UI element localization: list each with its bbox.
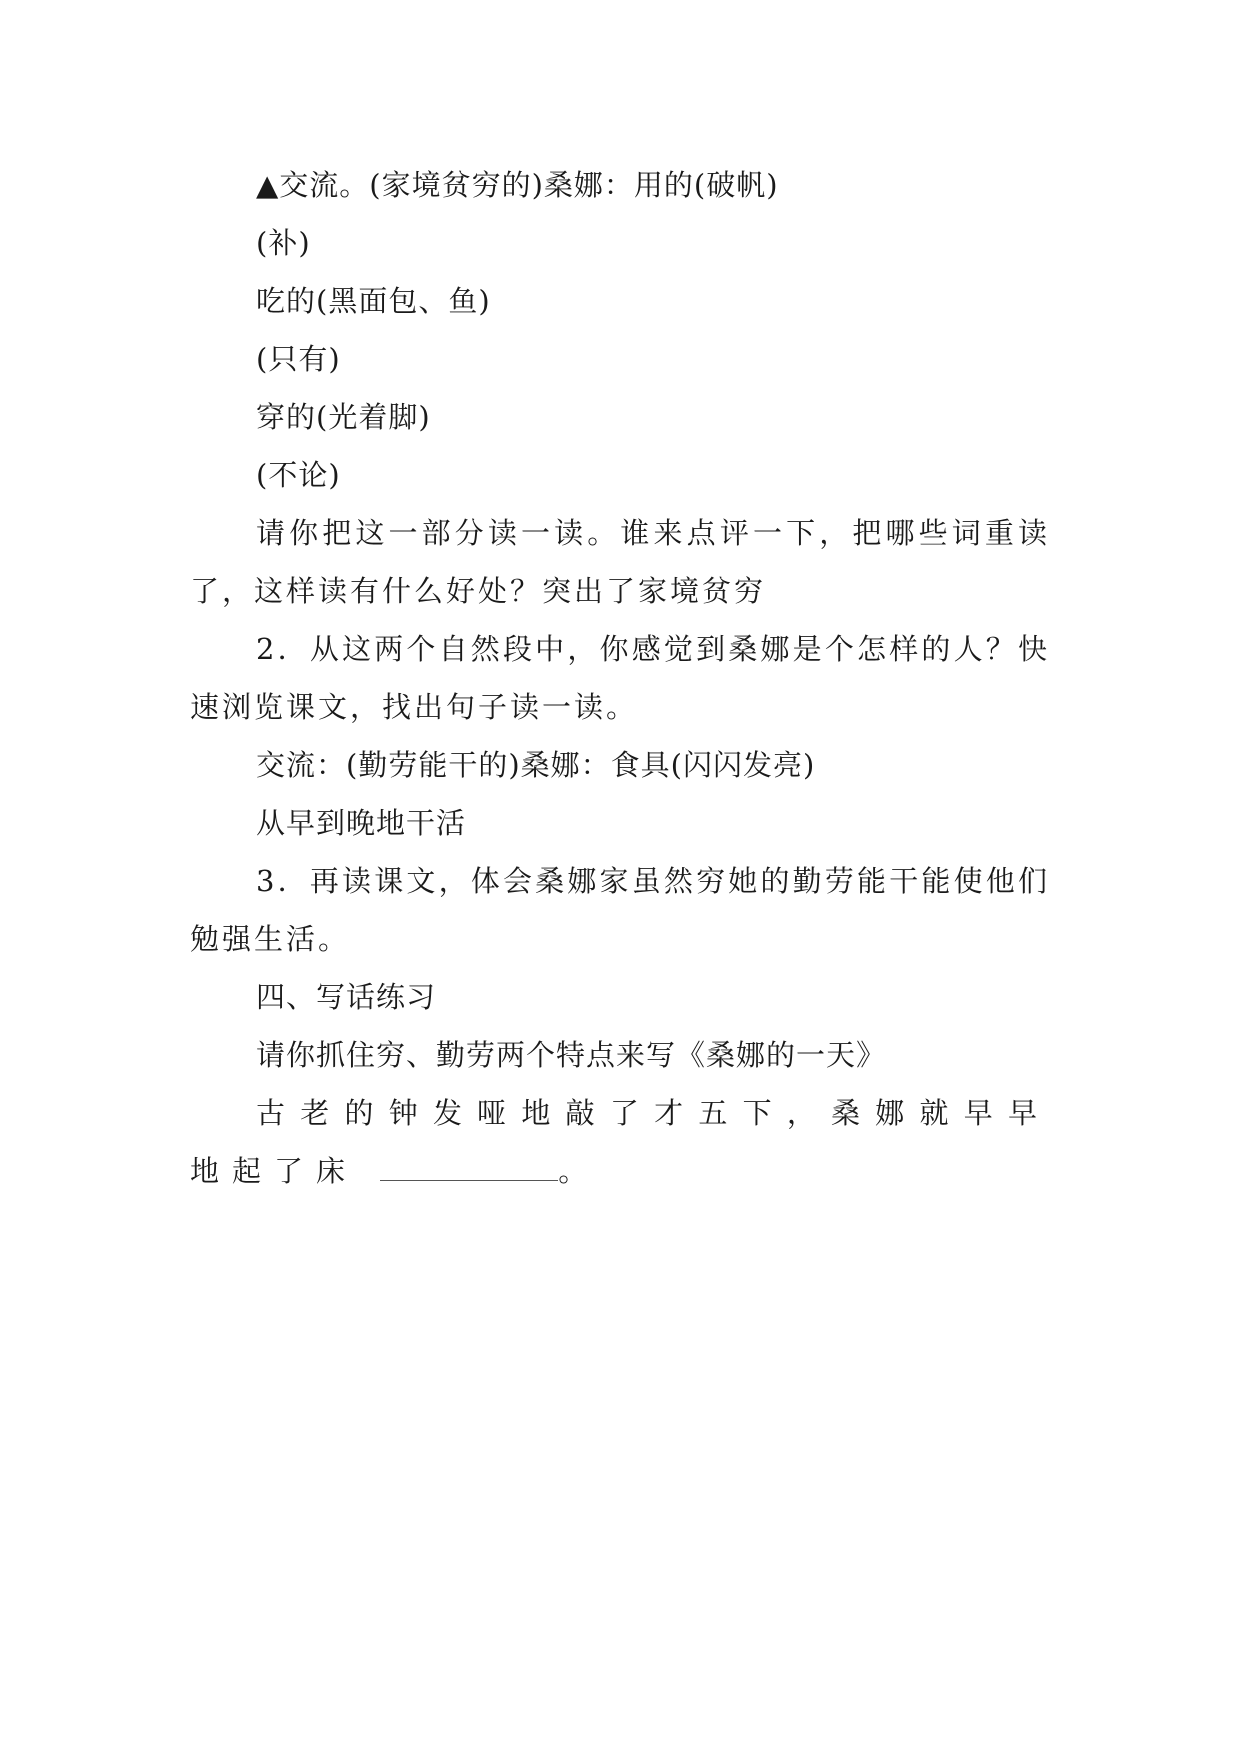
exchange-line-1: ▲交流。(家境贫穷的)桑娜：用的(破帆) bbox=[256, 168, 779, 202]
line-regardless: (不论) bbox=[256, 458, 341, 492]
line-wear: 穿的(光着脚) bbox=[256, 400, 431, 434]
end-mark: 。 bbox=[558, 1154, 601, 1188]
fill-in-blank bbox=[380, 1158, 558, 1181]
question-3-paragraph: 3．再读课文，体会桑娜家虽然穷她的勤劳能干能使他们勉强生活。 bbox=[190, 864, 1050, 956]
read-aloud-paragraph: 请你把这一部分读一读。谁来点评一下，把哪些词重读了，这样读有什么好处？突出了家境贫穷 bbox=[190, 516, 1050, 608]
section-4-heading: 四、写话练习 bbox=[256, 980, 437, 1014]
line-only: (只有) bbox=[256, 342, 341, 376]
clock-text: 古老的钟发哑地敲了才五下，桑娜就早早地起了床 bbox=[190, 1096, 1050, 1188]
line-bu: (补) bbox=[256, 226, 311, 260]
line-eat: 吃的(黑面包、鱼) bbox=[256, 284, 491, 318]
clock-paragraph bbox=[190, 1084, 1050, 1200]
work-line: 从早到晚地干活 bbox=[256, 806, 467, 840]
question-2-paragraph: 2．从这两个自然段中，你感觉到桑娜是个怎样的人？快速浏览课文，找出句子读一读。 bbox=[190, 632, 1050, 724]
document-body bbox=[190, 156, 1050, 1200]
exchange-line-2: 交流：(勤劳能干的)桑娜：食具(闪闪发亮) bbox=[256, 748, 816, 782]
writing-task: 请你抓住穷、勤劳两个特点来写《桑娜的一天》 bbox=[256, 1038, 887, 1072]
